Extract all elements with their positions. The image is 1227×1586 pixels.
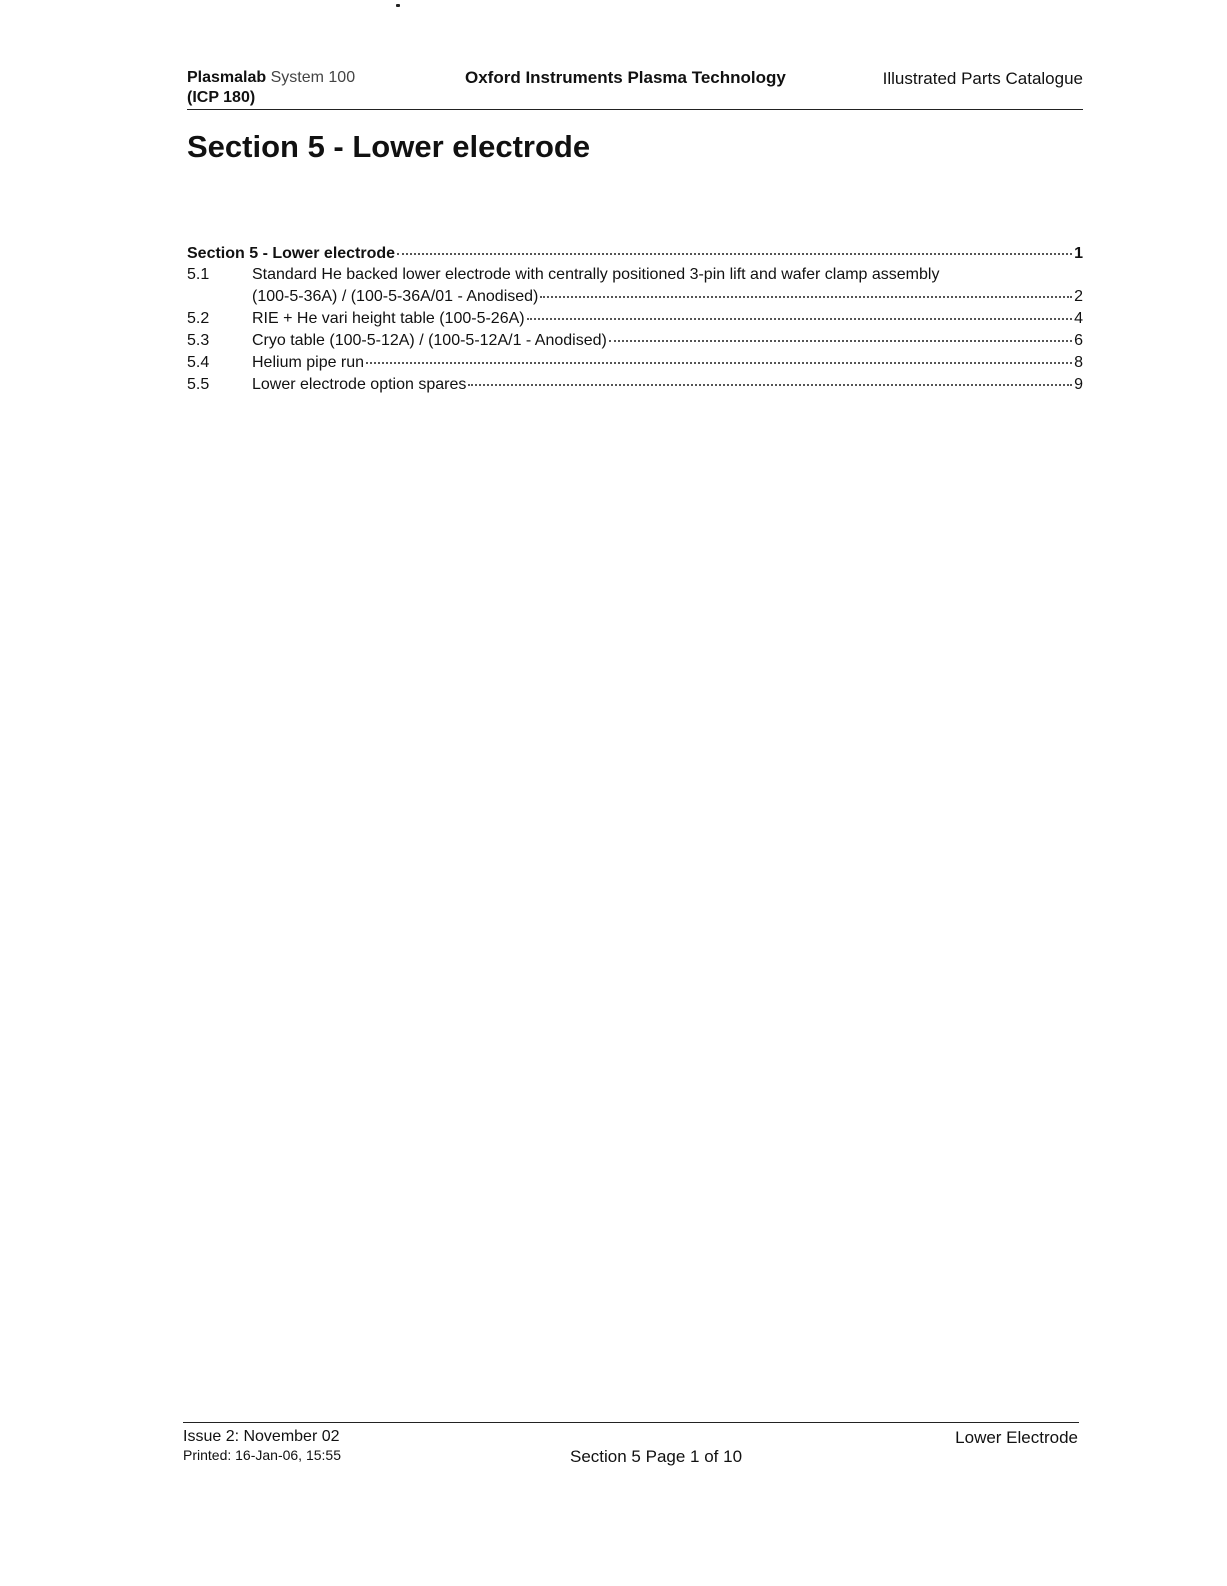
- toc-leader: [366, 348, 1072, 364]
- toc-entry-number: 5.1: [187, 266, 210, 283]
- product-model: (ICP 180): [187, 89, 256, 106]
- page-title: Section 5 - Lower electrode: [187, 129, 591, 164]
- toc-entry-page: 6: [1074, 332, 1083, 349]
- scan-speck: [396, 4, 400, 7]
- toc-entry-title: Standard He backed lower electrode with centrally positioned 3-pin lift and wafer clamp assembly: [252, 266, 940, 283]
- toc-entry-page: 2: [1074, 288, 1083, 305]
- product-light: System 100: [270, 69, 356, 86]
- header-rule: [187, 109, 1083, 110]
- toc-entry-title: Cryo table (100-5-12A) / (100-5-12A/1 - Anodised): [252, 332, 607, 349]
- toc-entry-number: 5.2: [187, 310, 210, 327]
- toc-leader: [540, 282, 1072, 298]
- toc-entry-title: Lower electrode option spares: [252, 376, 467, 393]
- toc-leader: [609, 326, 1072, 342]
- document-type: Illustrated Parts Catalogue: [882, 69, 1083, 88]
- toc-heading-page: 1: [1074, 245, 1083, 262]
- toc-entry-title: RIE + He vari height table (100-5-26A): [252, 310, 525, 327]
- toc-entry-number: 5.3: [187, 332, 210, 349]
- toc-entry-number: 5.4: [187, 354, 210, 371]
- footer-rule: [183, 1422, 1079, 1423]
- company-name: Oxford Instruments Plasma Technology: [465, 68, 786, 87]
- toc-heading[interactable]: [187, 242, 1083, 264]
- table-of-contents: [187, 242, 1083, 395]
- toc-leader: [397, 239, 1072, 255]
- toc-entry-title-continued: (100-5-36A) / (100-5-36A/01 - Anodised): [252, 288, 539, 305]
- toc-heading-title: Section 5 - Lower electrode: [187, 245, 396, 262]
- toc-entry-page: 9: [1074, 376, 1083, 393]
- toc-entry-title: Helium pipe run: [252, 354, 365, 371]
- toc-entry-page: 4: [1074, 310, 1083, 327]
- page-number: Section 5 Page 1 of 10: [570, 1447, 743, 1466]
- toc-entry-5-5[interactable]: [187, 373, 1083, 395]
- issue-date: Issue 2: November 02: [183, 1428, 340, 1445]
- page-header: [187, 68, 1083, 110]
- footer-section-name: Lower Electrode: [955, 1428, 1078, 1447]
- product-name: [187, 68, 355, 108]
- toc-entry-number: 5.5: [187, 376, 210, 393]
- toc-entry-page: 8: [1074, 354, 1083, 371]
- printed-timestamp: Printed: 16-Jan-06, 15:55: [183, 1447, 341, 1463]
- product-bold: Plasmalab: [187, 69, 267, 86]
- toc-leader: [527, 304, 1073, 320]
- toc-entry-5-1[interactable]: [187, 264, 1083, 307]
- toc-leader: [468, 370, 1072, 386]
